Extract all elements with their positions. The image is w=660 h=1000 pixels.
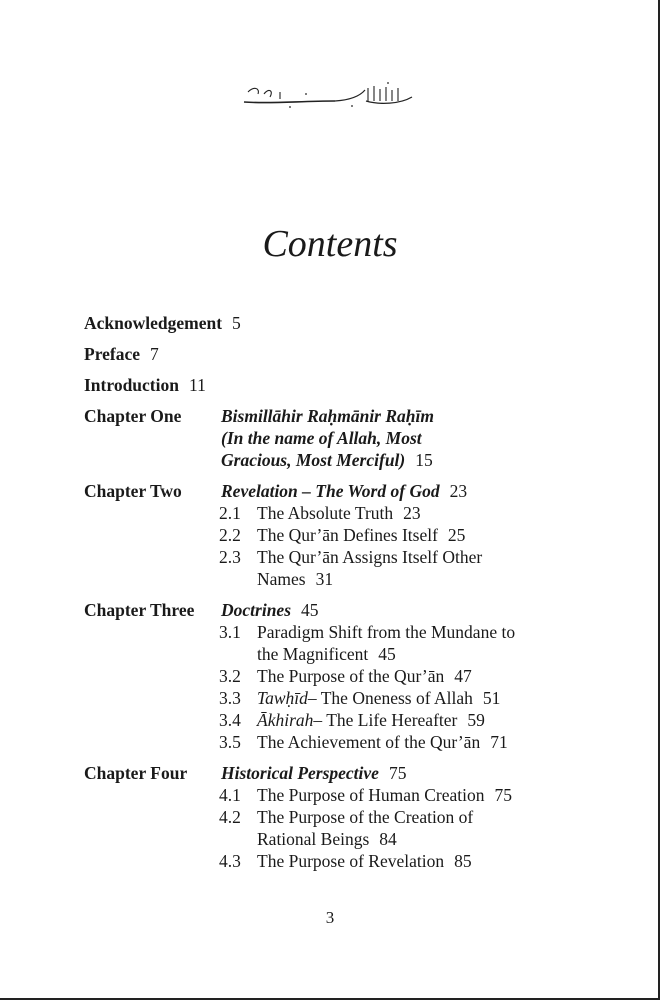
- toc-chapter-three: [84, 599, 624, 621]
- toc-subsection: [219, 731, 624, 753]
- table-of-contents: [84, 312, 624, 872]
- toc-entry-label: Introduction: [84, 375, 179, 395]
- section-number: 3.2: [219, 666, 241, 686]
- toc-page-number: 7: [150, 344, 159, 364]
- toc-page-number: 85: [454, 851, 472, 871]
- basmala-calligraphy: [240, 80, 415, 110]
- chapter-label: Chapter Two: [84, 481, 182, 501]
- section-title: – The Oneness of Allah: [307, 688, 473, 708]
- section-title: The Purpose of Human Creation: [257, 785, 485, 805]
- chapter-title: Bismillāhir Raḥmānir Raḥīm: [221, 406, 434, 426]
- toc-subsection: [219, 621, 624, 665]
- toc-page-number: 5: [232, 313, 241, 333]
- section-title: The Purpose of Revelation: [257, 851, 445, 871]
- chapter-title-text: Revelation – The Word of God: [221, 481, 440, 501]
- chapter-label: Chapter Four: [84, 763, 188, 783]
- section-title-line: the Magnificent: [257, 644, 369, 664]
- toc-chapter-four: [84, 762, 624, 784]
- toc-subsection: [219, 850, 624, 872]
- toc-page-number: 59: [467, 710, 485, 730]
- section-title: The Qur’ān Defines Itself: [257, 525, 438, 545]
- toc-page-number: 51: [482, 688, 501, 708]
- toc-page-number: 11: [188, 375, 206, 395]
- arabic-term: Tawḥīd: [257, 688, 308, 708]
- toc-page-number: 25: [447, 525, 466, 545]
- toc-subsection: [219, 709, 624, 731]
- chapter-title-text: Doctrines: [221, 600, 291, 620]
- toc-page-number: 31: [315, 569, 334, 589]
- section-number: 4.1: [219, 785, 241, 805]
- chapter-title: (In the name of Allah, Most: [221, 428, 422, 448]
- toc-subsection: [219, 665, 624, 687]
- toc-subsection: [219, 502, 624, 524]
- section-title-line: Names: [257, 569, 306, 589]
- toc-page-number: 15: [415, 450, 433, 470]
- toc-page-number: 75: [494, 785, 512, 805]
- section-number: 4.2: [219, 807, 241, 827]
- section-number: 2.3: [219, 547, 241, 567]
- toc-page-number: 75: [388, 763, 407, 783]
- chapter-title: [221, 599, 624, 621]
- toc-entry-label: Acknowledgement: [84, 313, 223, 333]
- toc-page-number: 45: [378, 644, 396, 664]
- toc-page-number: 23: [449, 481, 468, 501]
- toc-acknowledgement: [84, 312, 624, 334]
- toc-subsection: [219, 687, 624, 709]
- section-number: 4.3: [219, 851, 241, 871]
- section-title-continued: [257, 828, 624, 850]
- page-title: Contents: [262, 223, 398, 265]
- section-number: 3.4: [219, 710, 241, 730]
- chapter-title: [221, 480, 624, 502]
- toc-preface: [84, 343, 624, 365]
- section-number: 3.5: [219, 732, 241, 752]
- section-title: Paradigm Shift from the Mundane to: [257, 622, 516, 642]
- toc-chapter-one: [84, 405, 624, 471]
- section-title: The Achievement of the Qur’ān: [257, 732, 481, 752]
- chapter-title: [221, 762, 624, 784]
- section-title: The Qur’ān Assigns Itself Other: [257, 547, 483, 567]
- toc-page-number: 45: [301, 600, 319, 620]
- section-number: 3.1: [219, 622, 241, 642]
- chapter-title-text: Historical Perspective: [221, 763, 379, 783]
- toc-entry-label: Preface: [84, 344, 141, 364]
- section-title: – The Life Hereafter: [313, 710, 458, 730]
- section-title: The Purpose of the Qur’ān: [257, 666, 445, 686]
- toc-subsection: [219, 546, 624, 590]
- toc-subsection: [219, 524, 624, 546]
- section-title: The Purpose of the Creation of: [257, 807, 474, 827]
- arabic-term: Ākhirah: [257, 710, 314, 730]
- toc-page-number: 23: [403, 503, 421, 523]
- toc-introduction: [84, 374, 624, 396]
- toc-page-number: 71: [490, 732, 508, 752]
- section-title-line: Rational Beings: [257, 829, 370, 849]
- toc-chapter-two: [84, 480, 624, 502]
- section-title-continued: [257, 568, 624, 590]
- chapter-title-line: Gracious, Most Merciful): [221, 450, 406, 470]
- chapter-label: Chapter Three: [84, 600, 195, 620]
- toc-subsection: [219, 806, 624, 850]
- section-number: 2.1: [219, 503, 241, 523]
- section-title: The Absolute Truth: [257, 503, 394, 523]
- toc-subsection: [219, 784, 624, 806]
- chapter-title: [221, 449, 624, 471]
- section-title-continued: [257, 643, 624, 665]
- section-number: 2.2: [219, 525, 241, 545]
- toc-page-number: 84: [379, 829, 397, 849]
- section-number: 3.3: [219, 688, 241, 708]
- page-number: 3: [325, 908, 335, 927]
- chapter-label: Chapter One: [84, 406, 182, 426]
- toc-page-number: 47: [454, 666, 472, 686]
